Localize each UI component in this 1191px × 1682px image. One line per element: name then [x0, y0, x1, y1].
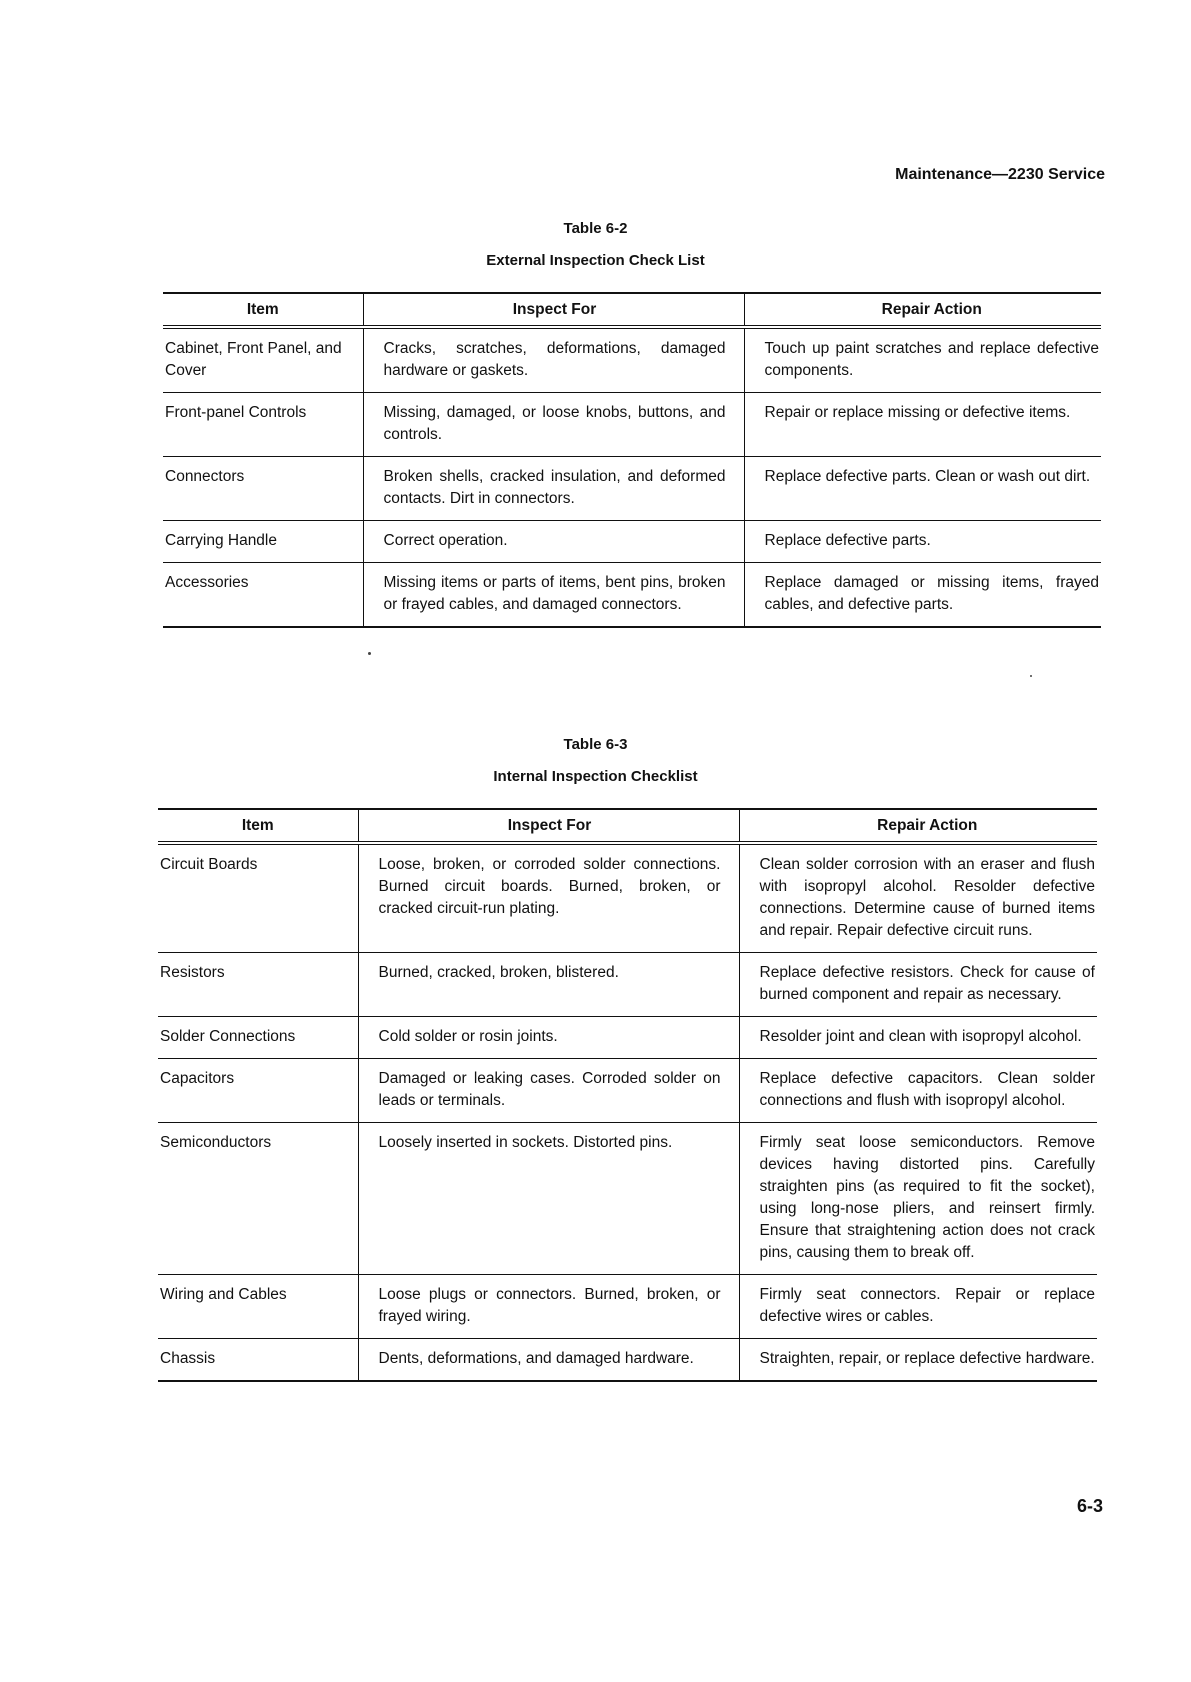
external-inspection-table — [163, 292, 1101, 628]
row-inspect-for: Broken shells, cracked insulation, and deformed contacts. Dirt in connectors. — [363, 457, 744, 521]
running-header: Maintenance—2230 Service — [895, 166, 1105, 183]
table-row — [158, 1275, 1097, 1339]
row-repair-action: Replace damaged or missing items, frayed cables, and defective parts. — [744, 563, 1101, 628]
row-repair-action: Clean solder corrosion with an eraser and flush with isopropyl alcohol. Resolder defective connections. Determine cause of burned items and repair. Repair defective circuit runs. — [739, 843, 1097, 953]
internal-inspection-table — [158, 808, 1097, 1382]
row-inspect-for: Burned, cracked, broken, blistered. — [358, 953, 739, 1017]
row-repair-action: Firmly seat loose semiconductors. Remove devices having distorted pins. Carefully straighten pins (as required to fit the socket), using long-nose pliers, and reinsert firmly. Ensure that straightening action does not crack pins, causing them to break off. — [739, 1123, 1097, 1275]
row-repair-action: Replace defective capacitors. Clean solder connections and flush with isopropyl alcohol. — [739, 1059, 1097, 1123]
row-item: Cabinet, Front Panel, and Cover — [163, 327, 363, 393]
row-item: Semiconductors — [158, 1123, 358, 1275]
table-row — [163, 457, 1101, 521]
row-repair-action: Repair or replace missing or defective items. — [744, 393, 1101, 457]
row-repair-action: Straighten, repair, or replace defective hardware. — [739, 1339, 1097, 1382]
row-repair-action: Replace defective resistors. Check for cause of burned component and repair as necessary. — [739, 953, 1097, 1017]
scan-speck — [368, 652, 371, 655]
row-item: Circuit Boards — [158, 843, 358, 953]
column-header-item: Item — [158, 809, 358, 843]
row-item: Front-panel Controls — [163, 393, 363, 457]
column-header-item: Item — [163, 293, 363, 327]
row-inspect-for: Dents, deformations, and damaged hardware. — [358, 1339, 739, 1382]
row-inspect-for: Cracks, scratches, deformations, damaged hardware or gaskets. — [363, 327, 744, 393]
row-item: Accessories — [163, 563, 363, 628]
row-repair-action: Replace defective parts. Clean or wash out dirt. — [744, 457, 1101, 521]
table-6-2-number: Table 6-2 — [563, 220, 628, 237]
row-inspect-for: Loose, broken, or corroded solder connections. Burned circuit boards. Burned, broken, or cracked circuit-run plating. — [358, 843, 739, 953]
row-item: Connectors — [163, 457, 363, 521]
column-header-repair-action: Repair Action — [744, 293, 1101, 327]
row-item: Capacitors — [158, 1059, 358, 1123]
row-inspect-for: Correct operation. — [363, 521, 744, 563]
table-row — [163, 521, 1101, 563]
table-6-2-title: External Inspection Check List — [486, 252, 705, 269]
table-row — [158, 953, 1097, 1017]
column-header-inspect-for: Inspect For — [358, 809, 739, 843]
row-inspect-for: Missing items or parts of items, bent pins, broken or frayed cables, and damaged connectors. — [363, 563, 744, 628]
table-row — [158, 1123, 1097, 1275]
row-item: Solder Connections — [158, 1017, 358, 1059]
row-item: Wiring and Cables — [158, 1275, 358, 1339]
row-item: Chassis — [158, 1339, 358, 1382]
row-inspect-for: Missing, damaged, or loose knobs, buttons, and controls. — [363, 393, 744, 457]
row-item: Carrying Handle — [163, 521, 363, 563]
row-inspect-for: Damaged or leaking cases. Corroded solder on leads or terminals. — [358, 1059, 739, 1123]
row-inspect-for: Loosely inserted in sockets. Distorted pins. — [358, 1123, 739, 1275]
table-6-3-title: Internal Inspection Checklist — [493, 768, 698, 785]
row-repair-action: Firmly seat connectors. Repair or replace defective wires or cables. — [739, 1275, 1097, 1339]
page-number: 6-3 — [1076, 1496, 1103, 1516]
row-repair-action: Replace defective parts. — [744, 521, 1101, 563]
table-row — [158, 1017, 1097, 1059]
table-row — [163, 563, 1101, 628]
table-header-row — [158, 809, 1097, 843]
row-inspect-for: Loose plugs or connectors. Burned, broken, or frayed wiring. — [358, 1275, 739, 1339]
table-row — [163, 393, 1101, 457]
table-6-3-number: Table 6-3 — [563, 736, 628, 753]
table-row — [158, 843, 1097, 953]
table-row — [163, 327, 1101, 393]
table-row — [158, 1339, 1097, 1382]
column-header-repair-action: Repair Action — [739, 809, 1097, 843]
row-item: Resistors — [158, 953, 358, 1017]
table-row — [158, 1059, 1097, 1123]
column-header-inspect-for: Inspect For — [363, 293, 744, 327]
table-header-row — [163, 293, 1101, 327]
row-inspect-for: Cold solder or rosin joints. — [358, 1017, 739, 1059]
row-repair-action: Touch up paint scratches and replace defective components. — [744, 327, 1101, 393]
row-repair-action: Resolder joint and clean with isopropyl alcohol. — [739, 1017, 1097, 1059]
scan-speck — [1030, 675, 1032, 677]
